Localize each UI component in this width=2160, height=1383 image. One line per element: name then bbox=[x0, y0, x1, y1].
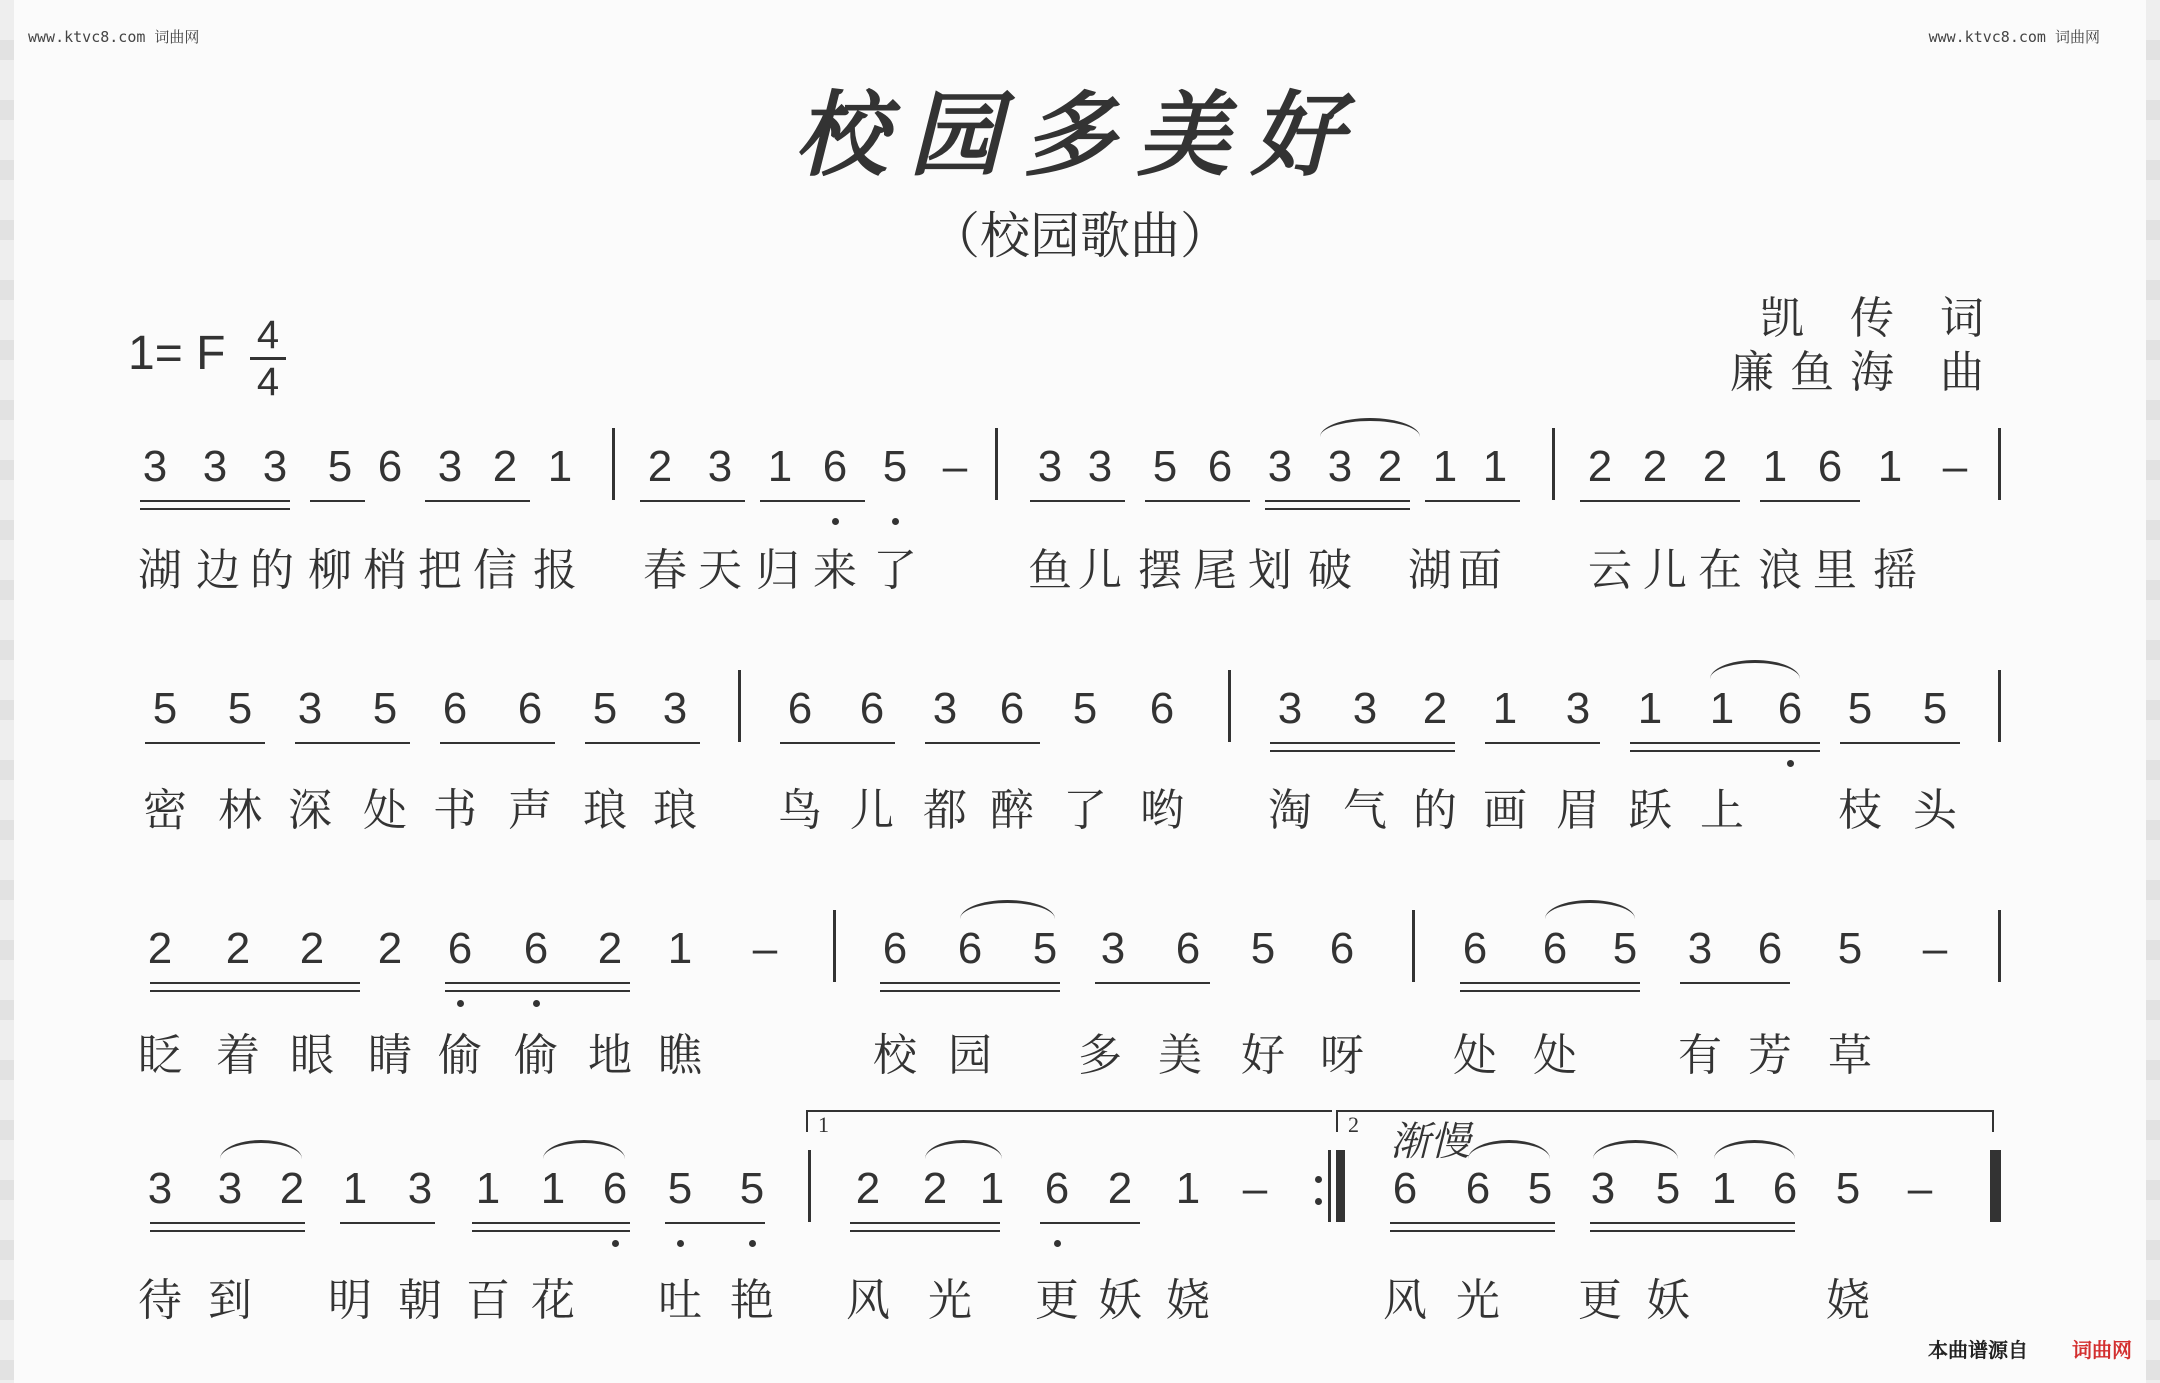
slur bbox=[1468, 1140, 1550, 1159]
beam-line bbox=[640, 500, 745, 502]
lyric-syllable: 信 bbox=[473, 545, 517, 596]
lyric-syllable: 摆 bbox=[1138, 545, 1182, 596]
bar-line bbox=[995, 428, 998, 500]
lyric-syllable: 云 bbox=[1588, 545, 1632, 596]
note: 1 bbox=[547, 442, 573, 491]
note: 3 bbox=[1352, 684, 1378, 733]
note: 3 bbox=[707, 442, 733, 491]
beam-line bbox=[1425, 500, 1520, 502]
note: 6 bbox=[1757, 924, 1783, 973]
lyric-syllable: 儿 bbox=[1643, 545, 1687, 596]
note: 3 bbox=[262, 442, 288, 491]
lyric-syllable: 娆 bbox=[1826, 1275, 1870, 1326]
first-ending-bracket bbox=[806, 1110, 1332, 1132]
beam-line bbox=[445, 982, 630, 984]
low-octave-dot bbox=[892, 518, 899, 525]
song-title: 校园多美好 bbox=[794, 81, 1365, 189]
repeat-dot bbox=[1315, 1176, 1322, 1183]
lyric-syllable: 摇 bbox=[1873, 545, 1917, 596]
lyric-syllable: 瞧 bbox=[658, 1030, 702, 1081]
beam-line-double bbox=[880, 990, 1060, 992]
low-octave-dot bbox=[1054, 1240, 1061, 1247]
note: 6 bbox=[822, 442, 848, 491]
lyric-syllable: 划 bbox=[1248, 545, 1292, 596]
lyricist-credit: 凯 传 词 bbox=[1760, 293, 2000, 344]
beam-line bbox=[1265, 500, 1410, 502]
beam-line-double bbox=[1270, 750, 1455, 752]
lyric-syllable: 着 bbox=[216, 1030, 260, 1081]
note: 1 bbox=[1877, 442, 1903, 491]
lyric-syllable: 面 bbox=[1458, 545, 1502, 596]
low-octave-dot bbox=[1787, 760, 1794, 767]
lyric-syllable: 花 bbox=[531, 1275, 575, 1326]
note: 3 bbox=[1100, 924, 1126, 973]
note: 5 bbox=[152, 684, 178, 733]
bar-line bbox=[1552, 428, 1555, 500]
slur bbox=[1593, 1140, 1678, 1159]
lyric-syllable: 吐 bbox=[658, 1275, 702, 1326]
note: 6 bbox=[442, 684, 468, 733]
bar-line bbox=[1228, 670, 1231, 742]
note: 1 bbox=[1175, 1164, 1201, 1213]
lyric-syllable: 风 bbox=[846, 1275, 890, 1326]
lyric-syllable: 的 bbox=[250, 545, 294, 596]
note: 6 bbox=[999, 684, 1025, 733]
lyric-syllable: 气 bbox=[1343, 785, 1387, 836]
note: 3 bbox=[1267, 442, 1293, 491]
lyric-syllable: 校 bbox=[873, 1030, 917, 1081]
note: 1 bbox=[1711, 1164, 1737, 1213]
low-octave-dot bbox=[749, 1240, 756, 1247]
note: 3 bbox=[297, 684, 323, 733]
note: 6 bbox=[882, 924, 908, 973]
note: 3 bbox=[217, 1164, 243, 1213]
note: 2 bbox=[279, 1164, 305, 1213]
source-watermark-left: www.ktvc8.com 词曲网 bbox=[28, 28, 200, 46]
note: 1 bbox=[1709, 684, 1735, 733]
note: 5 bbox=[327, 442, 353, 491]
repeat-thin-bar bbox=[1328, 1150, 1331, 1222]
low-octave-dot bbox=[457, 1000, 464, 1007]
song-subtitle: （校园歌曲） bbox=[930, 207, 1230, 265]
lyric-syllable: 处 bbox=[1533, 1030, 1577, 1081]
lyric-syllable: 淘 bbox=[1268, 785, 1312, 836]
beam-line bbox=[1390, 1222, 1555, 1224]
lyric-syllable: 妖 bbox=[1098, 1275, 1142, 1326]
note: 3 bbox=[1565, 684, 1591, 733]
note: 6 bbox=[1207, 442, 1233, 491]
lyric-syllable: 的 bbox=[1413, 785, 1457, 836]
note: 2 bbox=[299, 924, 325, 973]
note: 3 bbox=[437, 442, 463, 491]
lyric-syllable: 琅 bbox=[583, 785, 627, 836]
note: 6 bbox=[517, 684, 543, 733]
note: 5 bbox=[1250, 924, 1276, 973]
note: 3 bbox=[1277, 684, 1303, 733]
lyric-syllable: 天 bbox=[698, 545, 742, 596]
beam-line bbox=[1485, 742, 1600, 744]
lyric-syllable: 哟 bbox=[1140, 785, 1184, 836]
note: 5 bbox=[372, 684, 398, 733]
note: 6 bbox=[1462, 924, 1488, 973]
note: 1 bbox=[1432, 442, 1458, 491]
note: 6 bbox=[1777, 684, 1803, 733]
beam-line bbox=[340, 1222, 435, 1224]
lyric-syllable: 报 bbox=[533, 545, 577, 596]
note: 1 bbox=[475, 1164, 501, 1213]
lyric-syllable: 归 bbox=[756, 545, 800, 596]
note: 5 bbox=[1835, 1164, 1861, 1213]
beam-line bbox=[1580, 500, 1740, 502]
note: 2 bbox=[377, 924, 403, 973]
note: 1 bbox=[342, 1164, 368, 1213]
note: 5 bbox=[667, 1164, 693, 1213]
lyric-syllable: 光 bbox=[928, 1275, 972, 1326]
lyric-syllable: 儿 bbox=[850, 785, 894, 836]
repeat-dot bbox=[1315, 1198, 1322, 1205]
lyric-syllable: 草 bbox=[1828, 1030, 1872, 1081]
lyric-syllable: 破 bbox=[1308, 545, 1352, 596]
note: – bbox=[1242, 1164, 1268, 1213]
lyric-syllable: 头 bbox=[1913, 785, 1957, 836]
note: 6 bbox=[1817, 442, 1843, 491]
lyric-syllable: 浪 bbox=[1758, 545, 1802, 596]
beam-line-double bbox=[140, 508, 290, 510]
lyric-syllable: 梢 bbox=[363, 545, 407, 596]
beam-line bbox=[665, 1222, 765, 1224]
lyric-syllable: 春 bbox=[643, 545, 687, 596]
beam-line bbox=[150, 982, 360, 984]
note: 2 bbox=[1377, 442, 1403, 491]
note: – bbox=[942, 442, 968, 491]
beam-line bbox=[1040, 1222, 1140, 1224]
note: 5 bbox=[592, 684, 618, 733]
final-barline bbox=[1990, 1150, 1999, 1222]
beam-line-double bbox=[1265, 508, 1410, 510]
beam-line bbox=[1590, 1222, 1795, 1224]
beam-line bbox=[1145, 500, 1250, 502]
footer-source-label: 本曲谱源自 bbox=[1928, 1338, 2028, 1362]
beam-line-double bbox=[850, 1230, 1000, 1232]
lyric-syllable: 密 bbox=[143, 785, 187, 836]
lyric-syllable: 琅 bbox=[653, 785, 697, 836]
note: 2 bbox=[1107, 1164, 1133, 1213]
lyric-syllable: 声 bbox=[508, 785, 552, 836]
note: 6 bbox=[957, 924, 983, 973]
beam-line bbox=[150, 1222, 305, 1224]
lyric-syllable: 在 bbox=[1698, 545, 1742, 596]
lyric-syllable: 眨 bbox=[138, 1030, 182, 1081]
note: 2 bbox=[1702, 442, 1728, 491]
lyric-syllable: 多 bbox=[1078, 1030, 1122, 1081]
lyric-syllable: 林 bbox=[218, 785, 262, 836]
note: 5 bbox=[1527, 1164, 1553, 1213]
lyric-syllable: 待 bbox=[138, 1275, 182, 1326]
slur bbox=[220, 1140, 302, 1159]
note: 1 bbox=[1637, 684, 1663, 733]
lyric-syllable: 睛 bbox=[368, 1030, 412, 1081]
slur bbox=[1545, 900, 1635, 919]
beam-line bbox=[1680, 982, 1790, 984]
first-ending-number: 1 bbox=[818, 1112, 829, 1137]
lyric-syllable: 朝 bbox=[398, 1275, 442, 1326]
beam-line-double bbox=[445, 990, 630, 992]
note: 3 bbox=[1327, 442, 1353, 491]
lyric-syllable: 湖 bbox=[1408, 545, 1452, 596]
note: 5 bbox=[739, 1164, 765, 1213]
note: 5 bbox=[1922, 684, 1948, 733]
bar-line bbox=[1412, 910, 1415, 982]
second-ending-number: 2 bbox=[1348, 1112, 1359, 1137]
lyric-syllable: 书 bbox=[433, 785, 477, 836]
beam-line bbox=[585, 742, 700, 744]
time-signature-top: 4 bbox=[256, 313, 280, 357]
lyric-syllable: 美 bbox=[1158, 1030, 1202, 1081]
note: 1 bbox=[1482, 442, 1508, 491]
lyric-syllable: 醉 bbox=[990, 785, 1034, 836]
lyric-syllable: 有 bbox=[1678, 1030, 1722, 1081]
time-signature-bottom: 4 bbox=[256, 360, 280, 404]
lyric-syllable: 到 bbox=[208, 1275, 252, 1326]
lyric-syllable: 都 bbox=[923, 785, 967, 836]
beam-line bbox=[140, 500, 290, 502]
lyric-syllable: 妖 bbox=[1646, 1275, 1690, 1326]
note: 3 bbox=[1590, 1164, 1616, 1213]
note: 6 bbox=[1772, 1164, 1798, 1213]
lyric-syllable: 枝 bbox=[1838, 785, 1882, 836]
lyric-syllable: 把 bbox=[418, 545, 462, 596]
beam-line-double bbox=[1460, 990, 1640, 992]
low-octave-dot bbox=[677, 1240, 684, 1247]
lyric-syllable: 里 bbox=[1813, 545, 1857, 596]
lyric-syllable: 风 bbox=[1383, 1275, 1427, 1326]
lyric-syllable: 来 bbox=[813, 545, 857, 596]
beam-line-double bbox=[1590, 1230, 1795, 1232]
note: 2 bbox=[1642, 442, 1668, 491]
low-octave-dot bbox=[832, 518, 839, 525]
beam-line bbox=[145, 742, 265, 744]
slur bbox=[1710, 660, 1800, 679]
bar-line bbox=[612, 428, 615, 500]
note: 6 bbox=[377, 442, 403, 491]
note: 5 bbox=[1655, 1164, 1681, 1213]
beam-line bbox=[1270, 742, 1455, 744]
bar-line bbox=[738, 670, 741, 742]
beam-line bbox=[850, 1222, 1000, 1224]
note: 2 bbox=[855, 1164, 881, 1213]
lyric-syllable: 鱼 bbox=[1028, 545, 1072, 596]
lyric-syllable: 偷 bbox=[514, 1030, 558, 1081]
note: 3 bbox=[1037, 442, 1063, 491]
note: 2 bbox=[492, 442, 518, 491]
note: 3 bbox=[662, 684, 688, 733]
low-octave-dot bbox=[533, 1000, 540, 1007]
slur bbox=[960, 900, 1055, 919]
tempo-marking: 渐慢 bbox=[1390, 1119, 1470, 1165]
note: 2 bbox=[225, 924, 251, 973]
note: 6 bbox=[787, 684, 813, 733]
beam-line bbox=[472, 1222, 630, 1224]
beam-line bbox=[880, 982, 1060, 984]
lyric-syllable: 湖 bbox=[138, 545, 182, 596]
beam-line bbox=[1460, 982, 1640, 984]
lyric-syllable: 柳 bbox=[308, 545, 352, 596]
lyric-syllable: 百 bbox=[466, 1275, 510, 1326]
note: 1 bbox=[979, 1164, 1005, 1213]
note: 3 bbox=[142, 442, 168, 491]
note: 5 bbox=[882, 442, 908, 491]
note: – bbox=[1907, 1164, 1933, 1213]
note: 3 bbox=[407, 1164, 433, 1213]
note: 2 bbox=[597, 924, 623, 973]
note: 2 bbox=[147, 924, 173, 973]
bar-line bbox=[1998, 428, 2001, 500]
note: 1 bbox=[667, 924, 693, 973]
lyric-syllable: 更 bbox=[1035, 1275, 1079, 1326]
beam-line bbox=[760, 500, 865, 502]
note: 3 bbox=[147, 1164, 173, 1213]
lyric-syllable: 深 bbox=[288, 785, 332, 836]
note: 6 bbox=[1465, 1164, 1491, 1213]
note: 6 bbox=[1329, 924, 1355, 973]
note: 5 bbox=[1847, 684, 1873, 733]
lyric-syllable: 芳 bbox=[1748, 1030, 1792, 1081]
lyric-syllable: 好 bbox=[1241, 1030, 1285, 1081]
note: 2 bbox=[647, 442, 673, 491]
beam-line bbox=[425, 500, 530, 502]
note: 6 bbox=[1542, 924, 1568, 973]
note: 3 bbox=[1687, 924, 1713, 973]
slur bbox=[543, 1140, 625, 1159]
beam-line bbox=[1095, 982, 1210, 984]
composer-credit: 廉鱼海 曲 bbox=[1730, 347, 2000, 398]
note: 5 bbox=[1612, 924, 1638, 973]
beam-line-double bbox=[1630, 750, 1820, 752]
note: 1 bbox=[767, 442, 793, 491]
note: 6 bbox=[859, 684, 885, 733]
note: – bbox=[1922, 924, 1948, 973]
note: 2 bbox=[1587, 442, 1613, 491]
slur bbox=[1320, 418, 1420, 437]
lyric-syllable: 鸟 bbox=[778, 785, 822, 836]
lyric-syllable: 园 bbox=[948, 1030, 992, 1081]
note: 3 bbox=[1087, 442, 1113, 491]
lyric-syllable: 处 bbox=[363, 785, 407, 836]
note: 1 bbox=[540, 1164, 566, 1213]
lyric-syllable: 尾 bbox=[1193, 545, 1237, 596]
note: 5 bbox=[227, 684, 253, 733]
bar-line bbox=[808, 1150, 811, 1222]
note: 2 bbox=[1422, 684, 1448, 733]
lyric-syllable: 明 bbox=[328, 1275, 372, 1326]
bar-line bbox=[1998, 670, 2001, 742]
lyric-syllable: 了 bbox=[1063, 785, 1107, 836]
note: 3 bbox=[932, 684, 958, 733]
note: 6 bbox=[602, 1164, 628, 1213]
footer-site-label: 词曲网 bbox=[2072, 1338, 2132, 1362]
lyric-syllable: 偷 bbox=[438, 1030, 482, 1081]
source-watermark-right: www.ktvc8.com 词曲网 bbox=[1928, 28, 2100, 46]
beam-line bbox=[1840, 742, 1960, 744]
beam-line bbox=[310, 500, 365, 502]
time-signature bbox=[250, 315, 286, 402]
lyric-syllable: 眼 bbox=[290, 1030, 334, 1081]
note: – bbox=[1942, 442, 1968, 491]
lyric-syllable: 儿 bbox=[1078, 545, 1122, 596]
lyric-syllable: 跃 bbox=[1628, 785, 1672, 836]
slur bbox=[1714, 1140, 1795, 1159]
lyric-syllable: 呀 bbox=[1320, 1030, 1364, 1081]
lyric-syllable: 画 bbox=[1483, 785, 1527, 836]
repeat-thick-bar bbox=[1336, 1150, 1345, 1222]
note: 5 bbox=[1072, 684, 1098, 733]
lyric-syllable: 光 bbox=[1456, 1275, 1500, 1326]
lyric-syllable: 处 bbox=[1453, 1030, 1497, 1081]
slur bbox=[925, 1140, 1002, 1159]
beam-line-double bbox=[1390, 1230, 1555, 1232]
beam-line bbox=[780, 742, 895, 744]
beam-line-double bbox=[150, 990, 360, 992]
lyric-syllable: 上 bbox=[1700, 785, 1744, 836]
lyric-syllable: 边 bbox=[196, 545, 240, 596]
note: 6 bbox=[1149, 684, 1175, 733]
lyric-syllable: 艳 bbox=[730, 1275, 774, 1326]
low-octave-dot bbox=[612, 1240, 619, 1247]
note: 5 bbox=[1152, 442, 1178, 491]
note: 6 bbox=[1175, 924, 1201, 973]
note: 1 bbox=[1762, 442, 1788, 491]
lyric-syllable: 地 bbox=[588, 1030, 632, 1081]
lyric-syllable: 更 bbox=[1578, 1275, 1622, 1326]
note: 6 bbox=[523, 924, 549, 973]
beam-line bbox=[1630, 742, 1820, 744]
lyric-syllable: 娆 bbox=[1166, 1275, 1210, 1326]
note: 5 bbox=[1837, 924, 1863, 973]
lyric-syllable: 眉 bbox=[1556, 785, 1600, 836]
bar-line bbox=[1998, 910, 2001, 982]
note: 5 bbox=[1032, 924, 1058, 973]
beam-line bbox=[1030, 500, 1125, 502]
beam-line bbox=[295, 742, 410, 744]
beam-line bbox=[925, 742, 1040, 744]
beam-line bbox=[440, 742, 555, 744]
beam-line-double bbox=[472, 1230, 630, 1232]
bar-line bbox=[833, 910, 836, 982]
lyric-syllable: 了 bbox=[873, 545, 917, 596]
beam-line bbox=[1760, 500, 1860, 502]
note: 6 bbox=[1044, 1164, 1070, 1213]
note: 2 bbox=[922, 1164, 948, 1213]
note: 6 bbox=[447, 924, 473, 973]
note: 6 bbox=[1392, 1164, 1418, 1213]
note: – bbox=[752, 924, 778, 973]
note: 1 bbox=[1492, 684, 1518, 733]
note: 3 bbox=[202, 442, 228, 491]
key-signature: 1= F bbox=[128, 327, 226, 380]
beam-line-double bbox=[150, 1230, 305, 1232]
